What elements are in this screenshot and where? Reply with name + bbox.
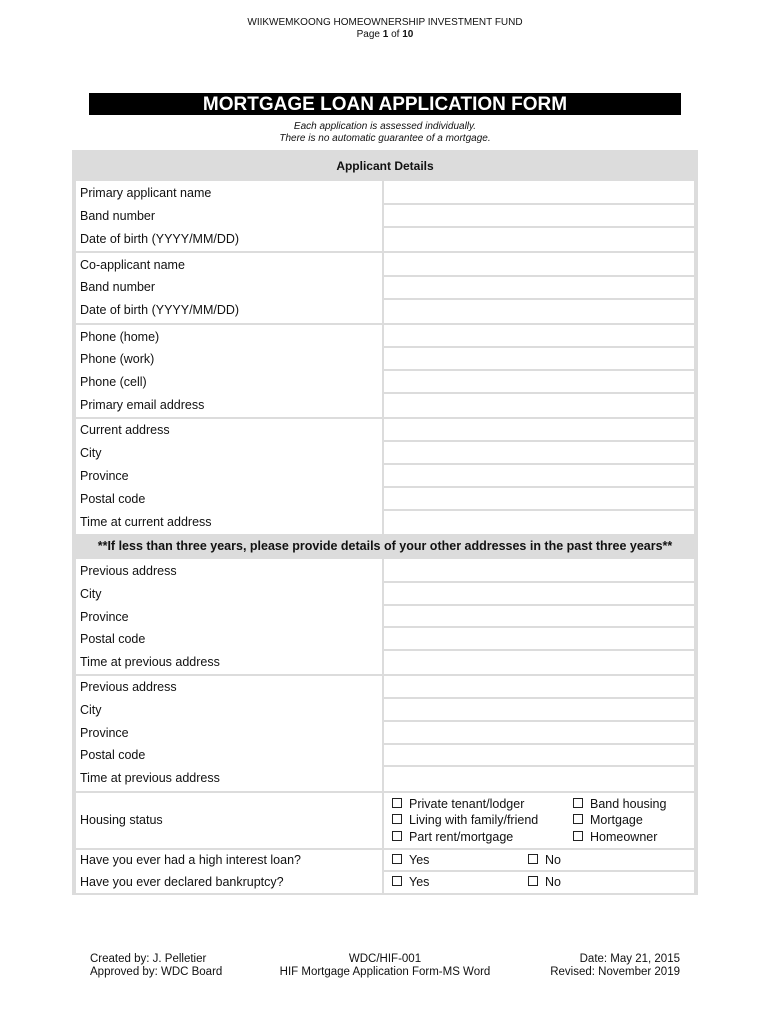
contact-group bbox=[76, 325, 694, 417]
checkbox-icon[interactable] bbox=[392, 876, 402, 886]
field-label: Time at current address bbox=[80, 515, 212, 529]
created-by: Created by: J. Pelletier bbox=[90, 953, 207, 965]
document-name: HIF Mortgage Application Form-MS Word bbox=[279, 966, 491, 978]
option-homeowner[interactable]: Homeowner bbox=[573, 830, 657, 844]
form-subtitle bbox=[0, 121, 770, 145]
high-interest-no[interactable]: No bbox=[528, 853, 561, 867]
previous-address-1-input[interactable] bbox=[384, 559, 694, 581]
bankruptcy-yes[interactable]: Yes bbox=[392, 875, 429, 889]
current-time-input[interactable] bbox=[384, 511, 694, 534]
field-label: Province bbox=[80, 610, 129, 624]
approved-by: Approved by: WDC Board bbox=[90, 966, 223, 978]
field-label: City bbox=[80, 587, 102, 601]
current-province-input[interactable] bbox=[384, 465, 694, 486]
field-label: Postal code bbox=[80, 748, 146, 762]
field-label: Primary email address bbox=[80, 398, 205, 412]
co-name-input[interactable] bbox=[384, 253, 694, 275]
previous-time-1-input[interactable] bbox=[384, 651, 694, 674]
option-private-tenant[interactable]: Private tenant/lodger bbox=[392, 797, 524, 811]
primary-name-input[interactable] bbox=[384, 181, 694, 203]
footer-left bbox=[90, 953, 222, 979]
page-number: Page 1 of 10 bbox=[356, 29, 414, 40]
field-label: Time at previous address bbox=[80, 771, 220, 785]
co-dob-input[interactable] bbox=[384, 300, 694, 323]
field-label: Previous address bbox=[80, 564, 177, 578]
previous-postal-1-input[interactable] bbox=[384, 628, 694, 649]
checkbox-icon[interactable] bbox=[573, 798, 583, 808]
current-postal-input[interactable] bbox=[384, 488, 694, 509]
field-label: Have you ever had a high interest loan? bbox=[80, 853, 301, 867]
field-label: Postal code bbox=[80, 492, 146, 506]
co-band-input[interactable] bbox=[384, 277, 694, 298]
option-band-housing[interactable]: Band housing bbox=[573, 797, 666, 811]
co-applicant-group bbox=[76, 253, 694, 323]
field-label: Phone (work) bbox=[80, 352, 155, 366]
field-label: Date of birth (YYYY/MM/DD) bbox=[80, 232, 240, 246]
previous-time-2-input[interactable] bbox=[384, 767, 694, 791]
field-label: City bbox=[80, 703, 102, 717]
footer-right bbox=[480, 953, 680, 979]
primary-band-input[interactable] bbox=[384, 205, 694, 226]
checkbox-icon[interactable] bbox=[392, 854, 402, 864]
subtitle-line-2: There is no automatic guarantee of a mortgage. bbox=[279, 133, 491, 144]
checkbox-icon[interactable] bbox=[528, 854, 538, 864]
previous-province-1-input[interactable] bbox=[384, 606, 694, 626]
document-code: WDC/HIF-001 bbox=[348, 953, 422, 965]
current-address-group bbox=[76, 419, 694, 534]
checkbox-icon[interactable] bbox=[392, 798, 402, 808]
previous-city-1-input[interactable] bbox=[384, 583, 694, 604]
field-label: Date of birth (YYYY/MM/DD) bbox=[80, 303, 240, 317]
checkbox-icon[interactable] bbox=[528, 876, 538, 886]
section-title: Applicant Details bbox=[336, 159, 434, 173]
previous-address-2-input[interactable] bbox=[384, 676, 694, 697]
field-label: Current address bbox=[80, 423, 170, 437]
checkbox-icon[interactable] bbox=[392, 831, 402, 841]
primary-dob-input[interactable] bbox=[384, 228, 694, 251]
field-label: Province bbox=[80, 469, 129, 483]
previous-postal-2-input[interactable] bbox=[384, 745, 694, 765]
document-header bbox=[0, 17, 770, 41]
checkbox-icon[interactable] bbox=[573, 831, 583, 841]
field-label: Phone (cell) bbox=[80, 375, 147, 389]
option-mortgage[interactable]: Mortgage bbox=[573, 813, 643, 827]
field-label: Primary applicant name bbox=[80, 186, 212, 200]
field-label: Phone (home) bbox=[80, 330, 160, 344]
phone-home-input[interactable] bbox=[384, 325, 694, 346]
previous-address-note: **If less than three years, please provide details of your other addresses in the past three years** bbox=[97, 539, 673, 553]
previous-address-group-2 bbox=[76, 676, 694, 791]
option-part-rent[interactable]: Part rent/mortgage bbox=[392, 830, 513, 844]
org-name: WIIKWEMKOONG HOMEOWNERSHIP INVESTMENT FUND bbox=[247, 17, 523, 28]
form-title: MORTGAGE LOAN APPLICATION FORM bbox=[89, 93, 681, 115]
revised-date: Revised: November 2019 bbox=[550, 966, 680, 978]
document-date: Date: May 21, 2015 bbox=[579, 953, 680, 965]
high-interest-yes[interactable]: Yes bbox=[392, 853, 429, 867]
phone-work-input[interactable] bbox=[384, 348, 694, 369]
field-label: Previous address bbox=[80, 680, 177, 694]
field-label: Postal code bbox=[80, 632, 146, 646]
field-label: Province bbox=[80, 726, 129, 740]
current-city-input[interactable] bbox=[384, 442, 694, 463]
primary-applicant-group bbox=[76, 181, 694, 251]
field-label: Time at previous address bbox=[80, 655, 220, 669]
field-label: Co-applicant name bbox=[80, 258, 185, 272]
field-label: Band number bbox=[80, 209, 156, 223]
phone-cell-input[interactable] bbox=[384, 371, 694, 392]
field-label: Have you ever declared bankruptcy? bbox=[80, 875, 284, 889]
previous-city-2-input[interactable] bbox=[384, 699, 694, 720]
previous-address-group-1 bbox=[76, 559, 694, 674]
bankruptcy-no[interactable]: No bbox=[528, 875, 561, 889]
current-address-input[interactable] bbox=[384, 419, 694, 440]
yes-no-questions bbox=[76, 850, 694, 893]
checkbox-icon[interactable] bbox=[392, 814, 402, 824]
checkbox-icon[interactable] bbox=[573, 814, 583, 824]
field-label: Band number bbox=[80, 280, 156, 294]
previous-province-2-input[interactable] bbox=[384, 722, 694, 743]
email-input[interactable] bbox=[384, 394, 694, 417]
option-living-with-family[interactable]: Living with family/friend bbox=[392, 813, 538, 827]
field-label: City bbox=[80, 446, 102, 460]
field-label: Housing status bbox=[80, 813, 163, 827]
subtitle-line-1: Each application is assessed individually. bbox=[293, 121, 477, 132]
